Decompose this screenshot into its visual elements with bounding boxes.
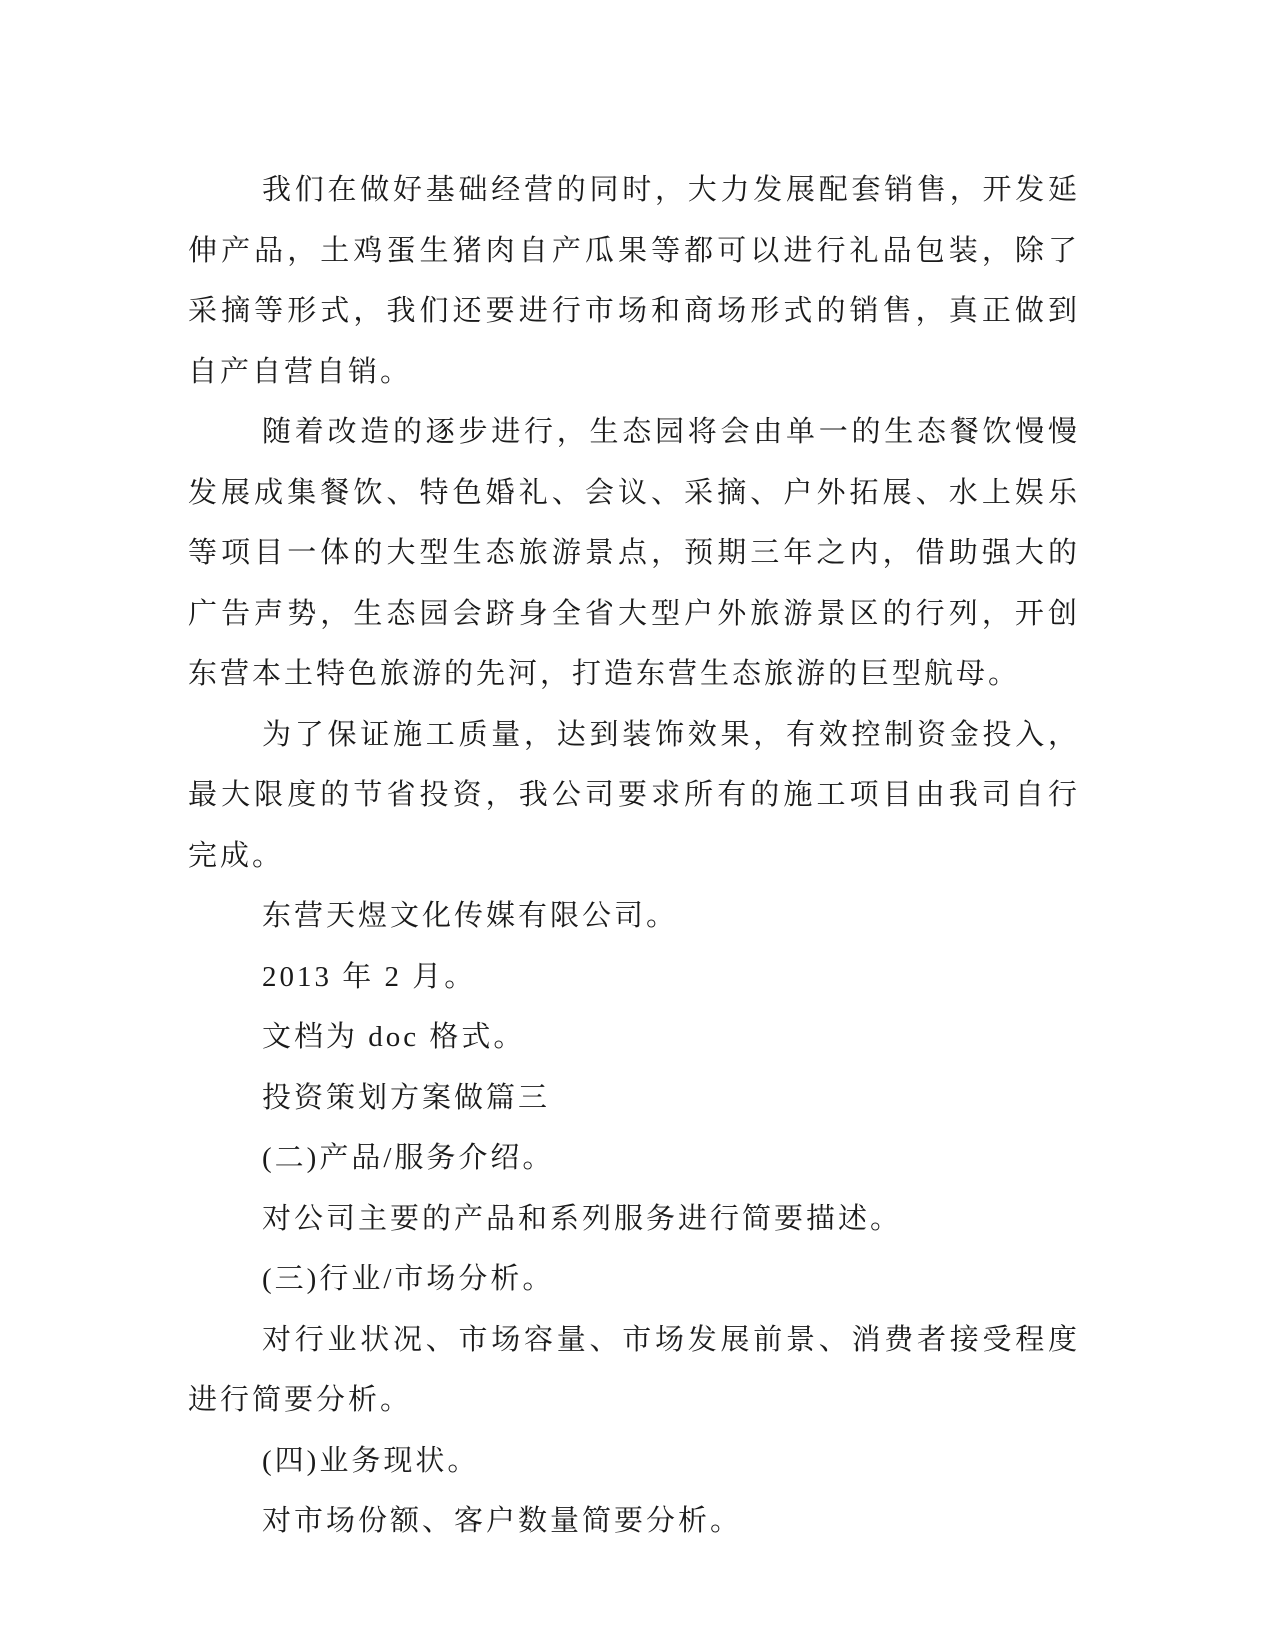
section-heading-business-status: (四)业务现状。 [262,1444,480,1477]
paragraph-supporting-sales: 我们在做好基础经营的同时，大力发展配套销售，开发延伸产品，土鸡蛋生猪肉自产瓜果等都可以进行礼品包装，除了采摘等形式，我们还要进行市场和商场形式的销售，真正做到自产自营自销。 [188,174,1080,388]
document-date: 2013 年 2 月。 [262,960,477,993]
paragraph-products-description: 对公司主要的产品和系列服务进行简要描述。 [262,1202,903,1235]
section-heading-products-services: (二)产品/服务介绍。 [262,1142,555,1174]
paragraph-business-status: 对市场份额、客户数量简要分析。 [262,1505,743,1537]
paragraph-industry-analysis: 对行业状况、市场容量、市场发展前景、消费者接受程度进行简要分析。 [188,1323,1080,1416]
paragraph-eco-park-development: 随着改造的逐步进行，生态园将会由单一的生态餐饮慢慢发展成集餐饮、特色婚礼、会议、采摘、户外拓展、水上娱乐等项目一体的大型生态旅游景点，预期三年之内，借助强大的广告声势，生态园会跻身全省大型户外旅游景区的行列，开创东营本土特色旅游的先河，打造东营生态旅游的巨型航母。 [188,416,1080,690]
document-body [188,160,1080,1552]
company-name: 东营天煜文化传媒有限公司。 [262,900,679,932]
section-heading-industry-market: (三)行业/市场分析。 [262,1263,555,1295]
paragraph-construction-quality: 为了保证施工质量，达到装饰效果，有效控制资金投入，最大限度的节省投资，我公司要求所有的施工项目由我司自行完成。 [188,718,1080,872]
section-heading-plan-three: 投资策划方案做篇三 [262,1081,551,1114]
document-format-note: 文档为 doc 格式。 [262,1021,526,1053]
